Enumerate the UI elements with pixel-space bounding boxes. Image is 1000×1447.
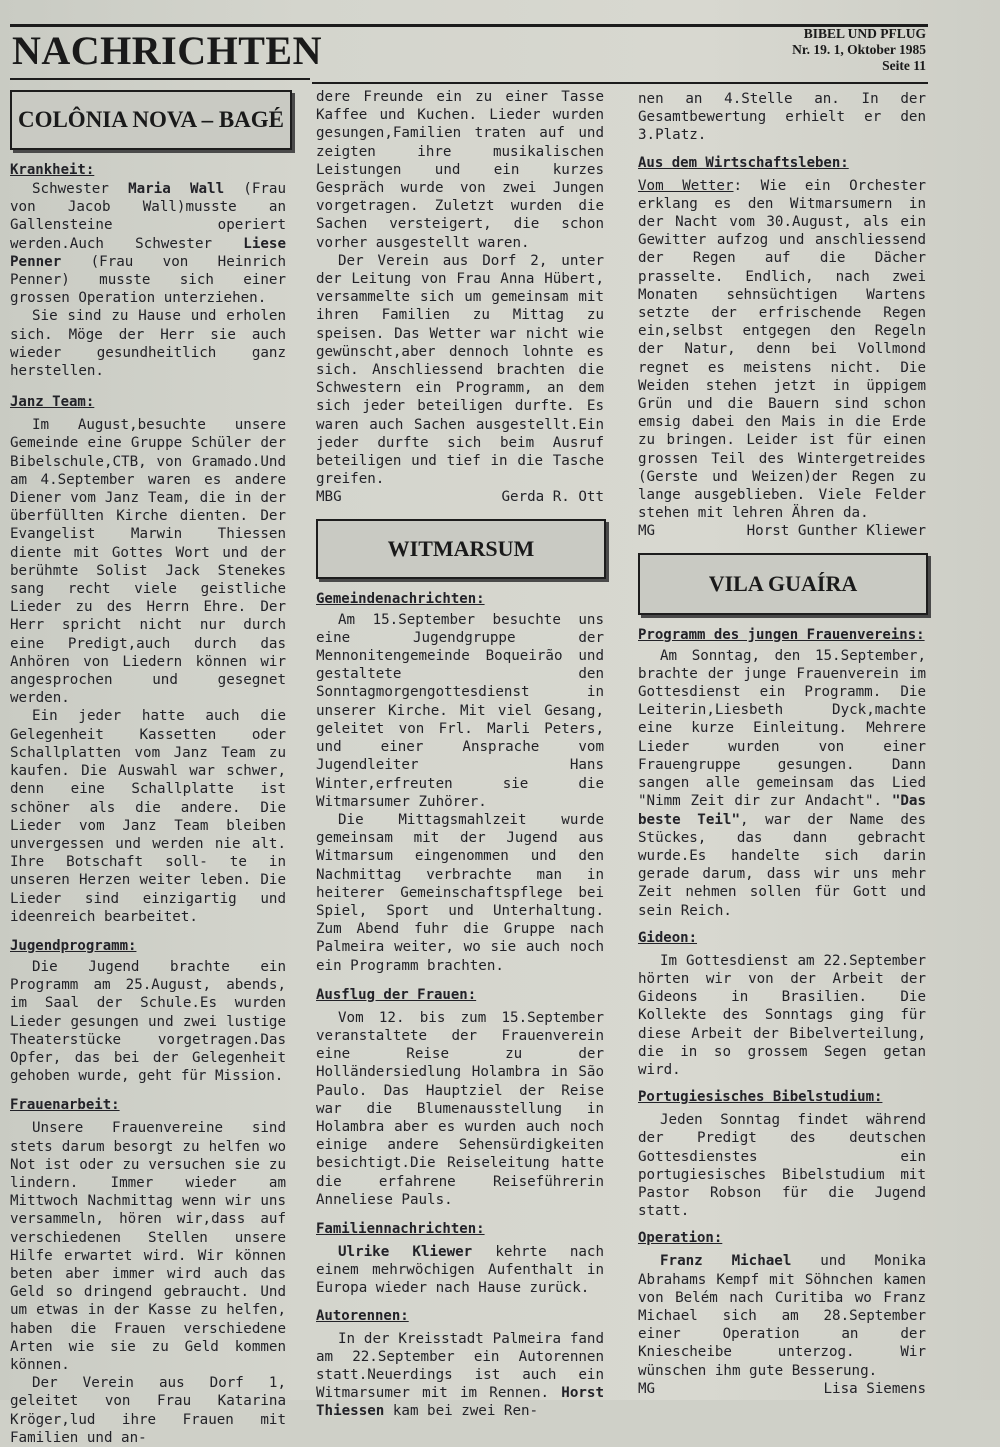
paragraph-ausflug-1: Vom 12. bis zum 15.September veranstaltete der Frauenverein eine Reise zu der Holländersiedlung Holambra in São Paulo. Das Hauptziel der Reise war die Blumenausstellung in Holambra aber es wurden auch noch einige andere Sehensürdigkeiten besichtigt.Die Reiseleitung hatte die erfahrene Reiseführerin Anneliese Pauls. (316, 1009, 604, 1208)
signature-author: Lisa Siemens (823, 1380, 926, 1397)
name-maria-wall: Maria Wall (128, 181, 225, 197)
heading-autorennen: Autorennen: (316, 1307, 409, 1324)
name-ulrike-kliewer: Ulrike Kliewer (338, 1243, 473, 1260)
paragraph-gideon-1: Im Gottesdienst am 22.September hörten wir von der Arbeit der Gideons in Brasilien. Die Kollekte des Sonntags ging für diese Arbeit der Bibelverteilung, die in so grossem Segen getan wird. (638, 952, 926, 1078)
publication-info (686, 26, 926, 74)
heading-janz-team: Janz Team: (10, 394, 95, 411)
signature-horst (638, 522, 926, 540)
section-title-vila-guaira: VILA GUAÍRA (638, 553, 928, 615)
issue-number: Nr. 19. 1, Oktober 1985 (792, 42, 926, 57)
section-title-colonia-nova: COLÔNIA NOVA – BAGÉ (10, 90, 292, 150)
paragraph-krankheit-1: Schwester Maria Wall (Frau von Jacob Wall)musste an Gallensteine operiert werden.Auch Schwester Liese Penner (Frau von Heinrich Penner) musste sich einer grossen Operation unterziehen. (10, 181, 287, 307)
paragraph-familien-1: Ulrike Kliewer kehrte nach einem mehrwöchigen Aufenthalt in Europa wieder nach Hause zurück. (316, 1243, 604, 1297)
heading-operation: Operation: (638, 1230, 723, 1247)
paragraph-frauen-1: Unsere Frauenvereine sind stets darum besorgt zu helfen wo Not ist oder zu versuchen sie zu lindern. Immer wieder am Mittwoch Nachmittag wenn wir uns versammeln, hören wir,dass auf verschiedenen Stellen unsere Hilfe erwartet wird. Wir können beten aber immer wird auch das Geld so dringend gebraucht. Und um etwas in der Kasse zu helfen, haben die Frauen verschiedene Arten wie sie zu Geld kommen können. (10, 1120, 286, 1373)
signature-author: Horst Gunther Kliewer (746, 523, 926, 540)
paragraph-gemeinde-2: Die Mittagsmahlzeit wurde gemeinsam mit der Jugend aus Witmarsum eingenommen und den Nachmittag verbrachte man in heiterer Gemeinschaftspflege bei Spiel, Sport und Unterhaltung. Zum Abend fuhr die Gruppe nach Palmeira weiter, wo sie auch noch ein Programm brachten. (316, 811, 604, 974)
signature-abbrev: MBG (316, 489, 342, 506)
name-liese-penner: Liese Penner (10, 235, 286, 270)
page-number: Seite 11 (882, 58, 926, 73)
name-franz-michael: Franz Michael (660, 1253, 792, 1270)
heading-krankheit: Krankheit: (10, 162, 95, 178)
masthead-rule-left (10, 78, 310, 80)
paragraph-operation-1: Franz Michael und Monika Abrahams Kempf mit Söhnchen kamen von Belém nach Curitiba wo Franz Michael sich am 28.September einer Operation an der Kniescheibe unterzog. Wir wünschen ihm gute Besserung. (638, 1253, 926, 1379)
section-title-witmarsum: WITMARSUM (316, 519, 606, 579)
signature-abbrev: MG (638, 523, 656, 540)
masthead-rule-right (312, 82, 928, 84)
heading-gideon: Gideon: (638, 929, 698, 946)
column-1 (10, 90, 286, 1447)
paragraph-gemeinde-1: Am 15.September besuchte uns eine Jugendgruppe der Mennonitengemeinde Boqueirão und gestaltete den Sonntagmorgengottesdienst in unserer Kirche. Mit viel Gesang, geleitet von Frl. Marli Peters, und einer Ansprache vom Jugendleiter Hans Winter,erfreuten sie die Witmarsumer Zuhörer. (316, 611, 604, 810)
heading-frauenarbeit: Frauenarbeit: (10, 1097, 120, 1114)
paragraph-dorf2: Der Verein aus Dorf 2, unter der Leitung von Frau Anna Hübert, versammelte sich um gemeinsam mit ihren Familien zu Mittag zu speisen. Das Wetter war nicht wie gewünscht,aber dennoch lohnte es sich. Anschliessend brachten die Schwestern ein Programm, an dem sich jeder beteiligen durfte. Es waren auch Sachen ausgestellt.Ein jeder durfte sich beim Ausruf beteiligen und tief in die Tasche greifen. (316, 252, 604, 488)
signature-author: Gerda R. Ott (501, 489, 604, 506)
title-das-beste-teil: "Das beste Teil" (638, 793, 926, 828)
paragraph-krankheit-2: Sie sind zu Hause und erholen sich. Möge der Herr sie auch wieder gesundheitlich ganz herstellen. (10, 308, 286, 380)
column-2 (316, 88, 604, 1421)
heading-programm-frauenverein: Programm des jungen Frauenvereins: (638, 626, 925, 643)
paragraph-bibelstudium-1: Jeden Sonntag findet während der Predigt des deutschen Gottesdienstes ein portugiesisches Bibelstudium mit Pastor Robson für die Jugend statt. (638, 1112, 926, 1220)
heading-wirtschaftsleben: Aus dem Wirtschaftsleben: (638, 154, 849, 171)
paragraph-wetter: Vom Wetter: Wie ein Orchester erklang es den Witmarsumern in der Nacht vom 30.August, als ein Gewitter aufzog und anschliessend der Regen auf die Dächer prasselte. Endlich, nach zwei Monaten sehnsüchtigen Wartens setzte der erfrischende Regen ein,selbst entgegen den Regeln der Natur, denn bei Vollmond regnet es meistens nicht. Die Weiden stehen jetzt in üppigem Grün und die Bauern sind schon emsig dabei den Mais in die Erde zu bringen. Leider ist für einen grossen Teil des Wintergetreides (Gerste und Weizen)der Regen zu lange ausgeblieben. Viele Felder stehen mit lehren Ähren da. (638, 177, 927, 522)
paragraph-dorf1-continued: dere Freunde ein zu einer Tasse Kaffee und Kuchen. Lieder wurden gesungen,Familien traten auf und zeigten ihre musikalischen Leistungen und ein kurzes Gespräch wurde von zwei Jungen vorgetragen. Zuletzt wurden die Sachen versteigert, die schon vorher ausgestellt waren. (316, 89, 604, 251)
column-3 (638, 90, 926, 1398)
heading-gemeindenachrichten: Gemeindenachrichten: (316, 590, 485, 607)
paragraph-janz-2: Ein jeder hatte auch die Gelegenheit Kassetten oder Schallplatten vom Janz Team zu kaufen. Die Auswahl war schwer, denn eine Schallplatte ist schöner als die andere. Die Lieder vom Janz Team bleiben unvergessen und werden nie alt. Ihre Botschaft soll- te in unseren Herzen weiter leben. Die Lieder sind einzigartig und ideenreich bearbeitet. (10, 708, 286, 925)
paragraph-programm-1: Am Sonntag, den 15.September, brachte der junge Frauenverein im Gottesdienst ein Programm. Die Leiterin,Liesbeth Dyck,machte eine kurze Einleitung. Mehrere Lieder wurden von einer Frauengruppe gesungen. Dann sangen alle gemeinsam das Lied "Nimm Zeit dir zur Andacht". "Das beste Teil", war der Name des Stückes, das dann gebracht wurde.Es handelte sich darin gerade darum, dass wir uns mehr Zeit nehmen sollen für Gott und sein Reich. (638, 647, 926, 919)
paragraph-autorennen-continued: nen an 4.Stelle an. In der Gesamtbewertung erhielt er den 3.Platz. (638, 91, 926, 144)
masthead-title: NACHRICHTEN (12, 28, 322, 73)
signature-lisa (638, 1380, 926, 1398)
name-horst-thiessen: Horst Thiessen (316, 1385, 604, 1420)
heading-ausflug: Ausflug der Frauen: (316, 986, 477, 1003)
signature-abbrev: MG (638, 1380, 656, 1397)
paragraph-janz-1: Im August,besuchte unsere Gemeinde eine Gruppe Schüler der Bibelschule,CTB, von Gramado.Und am 4.September waren es andere Diener vom Janz Team, die in der überfüllten Kirche dienten. Der Evangelist Marwin Thiessen diente mit Gottes Wort und der berühmte Solist Jack Stenekes sang recht viele geistliche Lieder zu des Herrn Ehre. Der Herr spricht nicht nur durch eine Predigt,auch durch das Anhören von Liedern können wir angesprochen und gesegnet werden. (10, 417, 286, 707)
signature-gerda (316, 488, 604, 506)
paragraph-jugend-1: Die Jugend brachte ein Programm am 25.August, abends, im Saal der Schule.Es wurden Lieder gesungen und zwei lustige Theaterstücke vorgetragen.Das Opfer, das bei der Gelegenheit gehoben wurde, geht für Mission. (10, 958, 286, 1085)
heading-bibelstudium: Portugiesisches Bibelstudium: (638, 1089, 883, 1106)
paragraph-frauen-2: Der Verein aus Dorf 1, geleitet von Frau Katarina Kröger,lud ihre Frauen mit Familien und an- (10, 1375, 286, 1446)
subheading-wetter: Vom Wetter (638, 177, 734, 194)
heading-familiennachrichten: Familiennachrichten: (316, 1220, 485, 1237)
heading-jugendprogramm: Jugendprogramm: (10, 937, 137, 954)
paragraph-autorennen-1: In der Kreisstadt Palmeira fand am 22.September ein Autorennen statt.Neuerdings ist auch ein Witmarsumer mit im Rennen. Horst Thiessen kam bei zwei Ren- (316, 1330, 604, 1420)
publication-name: BIBEL UND PFLUG (803, 26, 926, 41)
